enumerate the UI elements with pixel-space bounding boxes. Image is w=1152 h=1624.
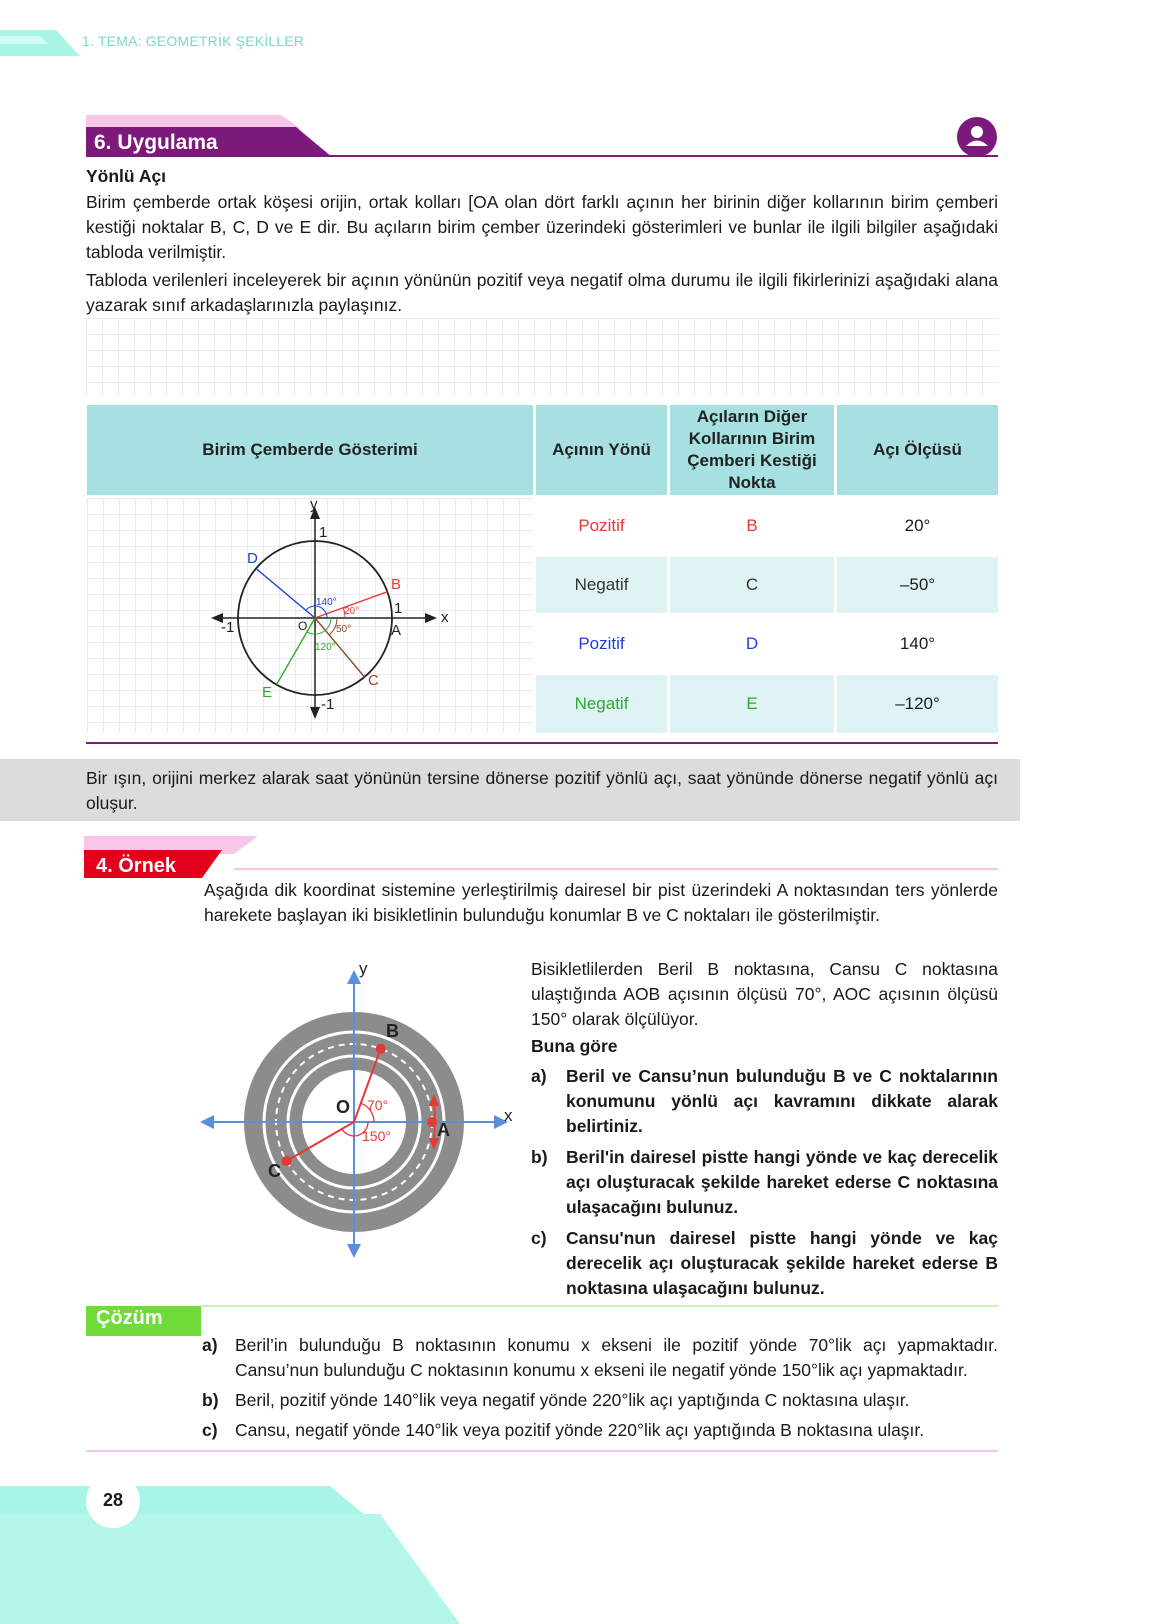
answer-text: Beril, pozitif yönde 140°lik veya negatif yönde 220°lik açı yaptığında C noktasına ulaşır. [235,1390,910,1410]
table-header-nokta: Açıların Diğer Kollarının Birim Çemberi Kestiği Nokta [670,405,834,495]
uygulama-paragraph-2: Tabloda verilenleri inceleyerek bir açının yönünün pozitif veya negatif olma durumu ile ilgili fikirlerinizi aşağıdaki alana yazarak sınıf arkadaşlarınızla paylaşınız. [86,270,998,315]
question-b [531,1145,998,1220]
track-label-a: A [437,1120,450,1140]
label-x: x [441,608,449,626]
row4-measure: –120° [837,675,998,733]
track-label-150: 150° [362,1128,391,1144]
label-y: y [310,500,318,513]
bottom-rule [86,1450,998,1452]
row4-dir: Negatif [536,675,667,733]
point-b [376,1044,386,1054]
row2-dir: Negatif [536,557,667,613]
label-e: E [262,683,273,701]
track-x-arrow-left [200,1115,214,1129]
label-neg-left: -1 [221,618,235,636]
page-number: 28 [102,1490,124,1510]
cozum-rule [201,1305,998,1307]
row3-dir: Pozitif [536,616,667,672]
question-c [531,1226,998,1301]
label-120: 120° [315,641,336,653]
cozum-answers [202,1333,998,1443]
row2-measure: –50° [837,557,998,613]
unit-circle-cell [87,498,533,733]
table-bottom-rule [86,742,998,744]
answer-a [202,1333,998,1383]
track-label-y: y [359,959,368,978]
label-neg-bottom: -1 [321,695,335,713]
answer-text: Beril’in bulunduğu B noktasının konumu x ekseni ile pozitif yönde 70°lik açı yapmaktadır. Cansu’nun bulunduğu C noktasının konumu x ekseni ile negatif yönde 150°lik açı yapmaktadır. [235,1335,998,1380]
uygulama-paragraph-1: Birim çemberde ortak köşesi orijin, ortak kolları [OA olan dört farklı açının her birinin diğer kollarının birim çemberi kestiği noktalar B, C, D ve E dir. Bu açıların birim çember üzerindeki gösterimleri ve bunlar ile ilgili bilgiler aşağıdaki tabloda verilmiştir. [86,192,998,262]
question-label: a) [531,1066,547,1086]
table-header-gosterim: Birim Çemberde Gösterimi [87,405,533,495]
track-figure [196,950,526,1265]
label-d: D [247,549,258,567]
track-y-arrow-down [347,1244,361,1258]
row4-point: E [670,675,834,733]
table-header-olcu: Açı Ölçüsü [837,405,998,495]
label-50: 50° [336,623,352,635]
answer-label: c) [202,1420,218,1440]
table-header-yon: Açının Yönü [536,405,667,495]
note-text: Bir ışın, orijini merkez alarak saat yönünün tersine dönerse pozitif yönlü açı, saat yönünde dönerse negatif yönlü açı oluşur. [86,768,998,813]
answer-c [202,1418,998,1443]
uygulama-rule [86,155,998,157]
track-label-x: x [504,1106,513,1125]
track-label-c: C [268,1161,281,1181]
row3-point: D [670,616,834,672]
question-text: Cansu'nun dairesel pistte hangi yönde ve kaç derecelik açı oluşturacak şekilde hareket ederse B noktasına ulaşacağını bulunuz. [566,1228,998,1298]
header-decoration [0,0,260,64]
ornek-tab-bg [84,836,1004,882]
ornek-intro: Aşağıda dik koordinat sistemine yerleştirilmiş dairesel bir pist üzerindeki A noktasından ters yönlerde harekete başlayan iki bisikletlinin bulunduğu konumlar B ve C noktaları ile gösterilmiştir. [204,880,998,925]
ray-e [277,618,316,685]
chapter-theme: 1. TEMA: [82,33,142,49]
question-text: Beril ve Cansu’nun bulunduğu B ve C noktalarının konumunu yönlü açı kavramını dikkate alarak belirtiniz. [566,1066,998,1136]
writing-area[interactable] [86,318,998,396]
row1-point: B [670,498,834,554]
cozum-title: Çözüm [96,1307,163,1329]
row1-dir: Pozitif [536,498,667,554]
question-a [531,1064,998,1139]
label-a: A [391,621,402,639]
chapter-title: GEOMETRİK ŞEKİLLER [145,33,305,49]
angle-table [84,402,1001,736]
label-c: C [368,671,379,689]
question-text: Beril'in dairesel pistte hangi yönde ve kaç derecelik açı oluşturacak şekilde hareket ederse C noktasına ulaşacağını bulunuz. [566,1147,998,1217]
track-label-b: B [386,1021,399,1041]
row1-measure: 20° [837,498,998,554]
unit-circle-diagram [87,501,531,731]
label-20: 20° [344,605,360,617]
label-one-right: 1 [394,599,403,617]
track-label-70: 70° [367,1097,389,1113]
answer-label: b) [202,1390,219,1410]
ornek-questions [531,1064,998,1301]
label-140: 140° [316,596,337,608]
question-label: c) [531,1228,547,1248]
question-label: b) [531,1147,548,1167]
uygulama-title: 6. Uygulama [94,131,218,154]
label-one-top: 1 [319,523,328,541]
label-b: B [391,575,402,593]
x-axis-arrow [425,613,437,623]
ornek-title: 4. Örnek [96,855,177,877]
person-icon [957,117,997,157]
y-axis-arrow-down [310,707,320,719]
answer-text: Cansu, negatif yönde 140°lik veya pozitif yönde 220°lik açı yaptığında B noktasına ulaşır. [235,1420,925,1440]
answer-b [202,1388,998,1413]
answer-label: a) [202,1335,218,1355]
row2-point: C [670,557,834,613]
label-o: O [298,618,308,633]
footer-decoration [0,1480,460,1624]
ornek-text: Bisikletlilerden Beril B noktasına, Cansu C noktasına ulaştığında AOB açısının ölçüsü 70°, AOC açısının ölçüsü 150° olarak ölçülüyor. [531,959,998,1029]
uygulama-subtitle: Yönlü Açı [86,166,167,186]
point-c [282,1156,292,1166]
chapter-header [82,33,304,49]
ornek-buna-gore: Buna göre [531,1036,618,1056]
track-label-o: O [336,1097,351,1117]
row3-measure: 140° [837,616,998,672]
